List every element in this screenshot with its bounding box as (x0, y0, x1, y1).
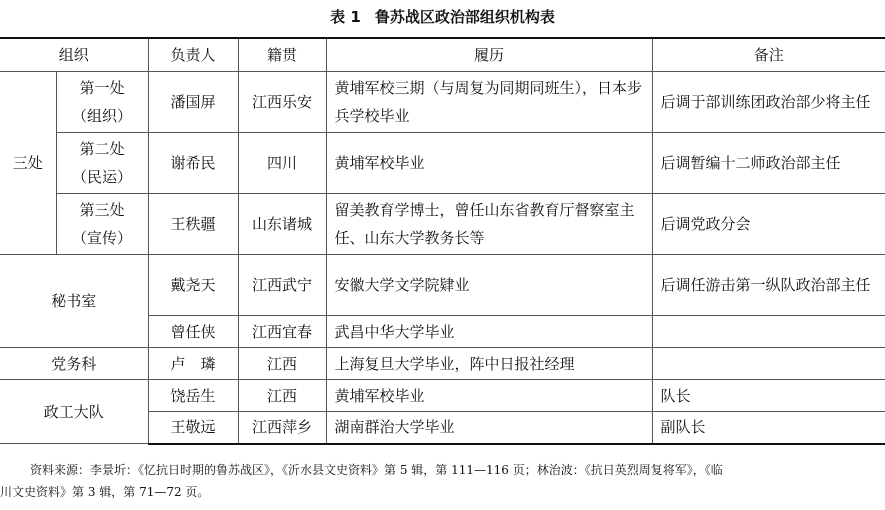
source-note-line: 资料来源：李景圻：《忆抗日时期的鲁苏战区》，《沂水县文史资料》第 5 辑，第 111—116 页；林治波：《抗日英烈周复将军》，《临 (30, 463, 723, 477)
biography-cell: 留美教育学博士，曾任山东省教育厅督察室主任、山东大学教务长等 (326, 194, 652, 255)
table-row (0, 133, 885, 194)
unit-function: （民运） (72, 168, 133, 186)
leader-cell: 饶岳生 (148, 380, 238, 412)
leader-cell: 潘国屏 (148, 72, 238, 133)
table-title (0, 6, 885, 28)
unit-name: 第二处 (79, 140, 125, 158)
origin-cell: 山东诸城 (238, 194, 326, 255)
biography-cell: 安徽大学文学院肄业 (326, 255, 652, 316)
remarks-cell: 后调于部训练团政治部少将主任 (652, 72, 885, 133)
leader-cell: 王敬远 (148, 412, 238, 444)
biography-cell: 武昌中华大学毕业 (326, 316, 652, 348)
leader-cell: 王秩疆 (148, 194, 238, 255)
leader-cell: 卢 璘 (148, 348, 238, 380)
biography-cell: 黄埔军校毕业 (326, 133, 652, 194)
origin-cell: 江西 (238, 348, 326, 380)
remarks-cell: 队长 (652, 380, 885, 412)
origin-cell: 江西宜春 (238, 316, 326, 348)
remarks-cell (652, 316, 885, 348)
remarks-cell: 后调暂编十二师政治部主任 (652, 133, 885, 194)
unit-name: 第一处 (79, 79, 125, 97)
origin-cell: 四川 (238, 133, 326, 194)
header-row (0, 38, 885, 72)
origin-cell: 江西乐安 (238, 72, 326, 133)
biography-cell: 湖南群治大学毕业 (326, 412, 652, 444)
origin-cell: 江西 (238, 380, 326, 412)
source-note-line: 川文史资料》第 3 辑，第 71—72 页。 (0, 485, 210, 499)
group-three-divisions: 三处 (0, 72, 56, 255)
remarks-cell (652, 348, 885, 380)
header-origin: 籍贯 (238, 38, 326, 72)
unit-cell (56, 72, 148, 133)
table-row (0, 348, 885, 380)
biography-cell: 上海复旦大学毕业，阵中日报社经理 (326, 348, 652, 380)
party-section-cell: 党务科 (0, 348, 148, 380)
origin-cell: 江西萍乡 (238, 412, 326, 444)
table-row (0, 380, 885, 412)
organization-table (0, 37, 885, 445)
unit-cell (56, 133, 148, 194)
biography-cell: 黄埔军校三期（与周复为同期同班生），日本步兵学校毕业 (326, 72, 652, 133)
remarks-cell: 副队长 (652, 412, 885, 444)
secretariat-cell: 秘书室 (0, 255, 148, 348)
table-number: 表 1 (330, 8, 361, 26)
leader-cell: 曾任侠 (148, 316, 238, 348)
header-leader: 负责人 (148, 38, 238, 72)
header-organization: 组织 (0, 38, 148, 72)
leader-cell: 谢希民 (148, 133, 238, 194)
table-caption: 鲁苏战区政治部组织机构表 (374, 8, 555, 26)
leader-cell: 戴尧天 (148, 255, 238, 316)
unit-function: （组织） (72, 107, 133, 125)
header-remarks: 备注 (652, 38, 885, 72)
remarks-cell: 后调党政分会 (652, 194, 885, 255)
unit-cell (56, 194, 148, 255)
table-row (0, 72, 885, 133)
origin-cell: 江西武宁 (238, 255, 326, 316)
source-note (0, 459, 885, 503)
unit-function: （宣传） (72, 229, 133, 247)
remarks-cell: 后调任游击第一纵队政治部主任 (652, 255, 885, 316)
header-biography: 履历 (326, 38, 652, 72)
unit-name: 第三处 (79, 201, 125, 219)
table-row (0, 194, 885, 255)
biography-cell: 黄埔军校毕业 (326, 380, 652, 412)
table-row (0, 255, 885, 316)
political-brigade-cell: 政工大队 (0, 380, 148, 444)
